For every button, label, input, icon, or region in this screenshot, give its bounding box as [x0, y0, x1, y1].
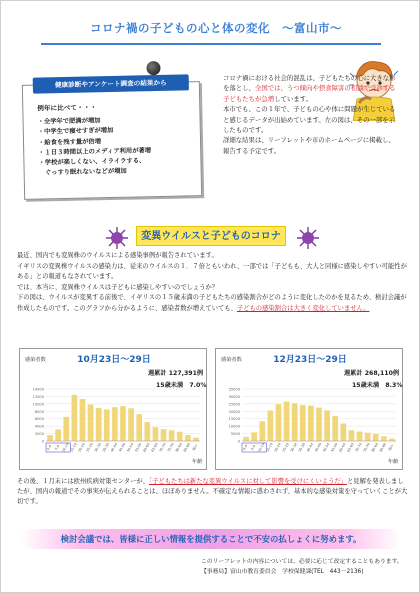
article-paragraph: イギリスの変異株ウイルスの感染力は、従来のウイルスの１．７倍ともいわれ、一部では「子どもも、大人と同様に感染しやすい可能性がある」との報道もなされています。 — [17, 262, 407, 281]
weekly-total-label: 週累計 268,110例 — [344, 370, 400, 377]
finding-item: ・給食を残す量が倍増 — [37, 137, 102, 147]
finding-item: ぐっすり眠れないなどが増加 — [38, 168, 127, 178]
y-tick-label: 0 — [237, 439, 240, 444]
x-axis-label: 年齢 — [388, 459, 399, 465]
bar — [161, 429, 167, 441]
bar — [169, 430, 175, 441]
weekly-total-label: 週累計 127,391例 — [148, 370, 204, 377]
y-axis-label: 感染者数 — [25, 357, 46, 363]
x-tick-label: 85-89 — [182, 442, 192, 453]
x-tick-label: 45-49 — [314, 442, 323, 453]
x-tick-label: 70-74 — [158, 442, 167, 453]
y-tick-label: 5000 — [230, 432, 240, 437]
footer-contact: 【事務局】富山市教育委員会 学校保健課(TEL 443－2136) — [201, 568, 364, 575]
y-tick-label: 0 — [41, 439, 44, 444]
bar — [47, 435, 53, 441]
bar — [177, 432, 183, 441]
x-tick-label: 30-34 — [93, 442, 102, 453]
chart-svg — [20, 349, 208, 471]
bar — [349, 430, 355, 441]
article-highlight: 子どもの感染割合は大きく変化していません。 — [236, 304, 370, 312]
x-tick-label: 75-79 — [166, 442, 175, 453]
ecdc-text: その後、１月末には欧州疾病対策センターが、 — [17, 478, 149, 485]
finding-item: ・学校が楽しくない、イライラする、 — [38, 157, 146, 167]
y-tick-label: 14000 — [32, 387, 44, 392]
bar — [357, 431, 363, 441]
y-tick-label: 25000 — [228, 402, 240, 407]
y-tick-label: 15000 — [228, 417, 240, 422]
x-tick-label: 60-64 — [142, 442, 151, 453]
under-15-share-label: 15歳未満 8.3% — [352, 382, 403, 389]
bar — [185, 435, 191, 441]
page-title: コロナ禍の子どもの心と体の変化 ～富山市～ — [90, 21, 342, 35]
chart-title: 12月23日～29日 — [273, 355, 347, 365]
x-tick-label: 20-24 — [273, 442, 282, 453]
article-paragraph: では、本当に、変異株ウイルスは子どもに感染しやすいのでしょうか？ — [17, 283, 219, 291]
footer-note: このリーフレットの内容については、必要に応じて改定することもあります。 — [201, 559, 403, 565]
survey-card — [22, 78, 202, 200]
bar — [381, 436, 387, 441]
x-tick-label: 20-24 — [77, 442, 86, 453]
bar — [259, 421, 265, 441]
finding-item: ・中学生で痩せすぎが増加 — [37, 127, 114, 136]
bar — [55, 429, 61, 441]
x-tick-label: 0-4 — [46, 444, 53, 451]
bar — [193, 438, 199, 441]
x-tick-label: 45-49 — [118, 442, 127, 453]
bar — [300, 405, 306, 441]
bar — [324, 410, 330, 441]
y-tick-label: 2000 — [34, 432, 44, 437]
x-tick-label: 40-44 — [305, 442, 315, 453]
intro-text: コロナ禍における社会的混乱は、子どもたちの心に大きな影を落とし、 — [223, 74, 396, 93]
x-tick-label: 75-79 — [362, 442, 371, 453]
bar — [88, 405, 94, 441]
bar — [268, 411, 274, 441]
closing-banner: 検討会議では、皆様に正しい情報を提供することで不安の払しょくに努めます。 — [21, 529, 401, 549]
x-tick-label: 90+ — [191, 443, 199, 452]
ecdc-text: と見解を発表しましたが、国内の報道でその事実が伝えられることは、ほぼありません。不確定な情報に惑わされず、基本的な感染対策を守っていくことが大切です。 — [17, 478, 408, 506]
x-tick-label: 5-9 — [54, 444, 61, 451]
bar — [80, 399, 86, 441]
bar — [284, 402, 290, 441]
under-15-share-label: 15歳未満 7.0% — [156, 382, 207, 389]
bar — [316, 408, 322, 441]
x-tick-label: 50-54 — [322, 442, 331, 453]
ecdc-quote: 「子どもたちは新たな変異ウイルスに対して影響を受けにくいようだ」 — [148, 478, 347, 485]
x-tick-label: 60-64 — [338, 442, 347, 453]
intro-highlight: 全国では、うつ傾向や摂食障害の相談で受診する子どもたちが急増 — [223, 84, 396, 103]
x-tick-label: 30-34 — [289, 442, 298, 453]
y-tick-label: 12000 — [32, 394, 44, 399]
x-tick-label: 85-89 — [378, 442, 388, 453]
x-tick-label: 5-9 — [250, 444, 257, 451]
y-tick-label: 10000 — [228, 424, 240, 429]
survey-card-subtitle: 例年に比べて・・・ — [37, 103, 97, 113]
bar — [340, 423, 346, 441]
x-tick-label: 10-14 — [257, 442, 266, 453]
chart-october — [19, 348, 207, 470]
x-tick-label: 40-44 — [109, 442, 119, 453]
article-paragraph: 最近、国内でも変異株のウイルスによる感染事例が報告されています。 — [17, 252, 218, 259]
bar — [389, 438, 395, 441]
bar — [308, 406, 314, 441]
x-axis-label: 年齢 — [192, 459, 203, 465]
bar — [243, 437, 249, 441]
bar — [72, 395, 78, 441]
section-title: 変異ウイルスと子どものコロナ — [136, 226, 286, 246]
bar — [112, 407, 118, 441]
chart-svg — [216, 349, 404, 471]
bar — [276, 404, 282, 441]
x-tick-label: 70-74 — [354, 442, 363, 453]
y-tick-label: 4000 — [34, 424, 44, 429]
y-tick-label: 30000 — [228, 394, 240, 399]
ecdc-paragraph — [17, 477, 409, 508]
x-tick-label: 90+ — [387, 443, 395, 452]
x-tick-label: 35-39 — [101, 442, 111, 453]
x-tick-label: 25-29 — [281, 442, 290, 453]
y-tick-label: 6000 — [34, 417, 44, 422]
x-tick-label: 55-59 — [330, 442, 339, 453]
survey-card-heading: 健康診断やアンケート調査の結果から — [33, 74, 189, 93]
x-tick-label: 0-4 — [242, 444, 249, 451]
bar — [292, 403, 298, 441]
bar — [120, 406, 126, 441]
y-tick-label: 20000 — [228, 409, 240, 414]
bar — [251, 432, 257, 441]
bar — [96, 408, 102, 441]
chart-title: 10月23日～29日 — [77, 355, 151, 365]
x-tick-label: 15-19 — [69, 442, 78, 453]
pushpin-icon — [146, 61, 160, 75]
y-axis-label: 感染者数 — [221, 357, 242, 363]
finding-item: ・全学年で肥満が増加 — [37, 117, 101, 126]
x-tick-label: 65-69 — [346, 442, 355, 453]
x-tick-label: 80-84 — [174, 442, 184, 453]
survey-findings-list — [38, 115, 152, 179]
bar — [136, 414, 142, 441]
bar — [144, 422, 150, 441]
footer — [201, 558, 411, 577]
intro-text: しています。 — [274, 94, 312, 103]
x-tick-label: 80-84 — [370, 442, 380, 453]
x-tick-label: 35-39 — [297, 442, 307, 453]
y-tick-label: 8000 — [34, 409, 44, 414]
article-paragraph: 下の図は、ウイルスが変異する前後で、イギリスの１５歳未満の子どもたちの感染割合がどのように変化したのかを見るため、検討会議が作成したものです。このグラフから分かるように、感染者数が増えていても、 — [17, 294, 407, 312]
bar — [365, 433, 371, 441]
bar — [153, 427, 159, 441]
chart-december — [215, 348, 403, 470]
y-tick-label: 10000 — [32, 402, 44, 407]
intro-text: 詳細な結果は、リーフレットや市のホームページに掲載し、報告する予定です。 — [223, 136, 395, 155]
bar — [104, 409, 110, 441]
bar — [63, 417, 69, 441]
x-tick-label: 55-59 — [134, 442, 143, 453]
x-tick-label: 10-14 — [61, 442, 70, 453]
intro-paragraph — [223, 73, 398, 156]
x-tick-label: 65-69 — [150, 442, 159, 453]
bar — [332, 416, 338, 441]
y-tick-label: 35000 — [228, 387, 240, 392]
x-tick-label: 25-29 — [85, 442, 94, 453]
intro-text: 本市でも、この１年で、子どもの心や体に問題が生じていると感じるデータが出始めています。左の図は、その一部を示したものです。 — [223, 105, 396, 135]
virus-icon — [297, 227, 319, 249]
x-tick-label: 15-19 — [265, 442, 274, 453]
virus-icon — [106, 227, 128, 249]
finding-item: ・１日３時間以上のメディア利用が著増 — [38, 147, 152, 157]
bar — [128, 408, 134, 441]
title-underline — [41, 43, 381, 45]
x-tick-label: 50-54 — [126, 442, 135, 453]
variant-article — [17, 251, 409, 315]
bar — [373, 434, 379, 441]
